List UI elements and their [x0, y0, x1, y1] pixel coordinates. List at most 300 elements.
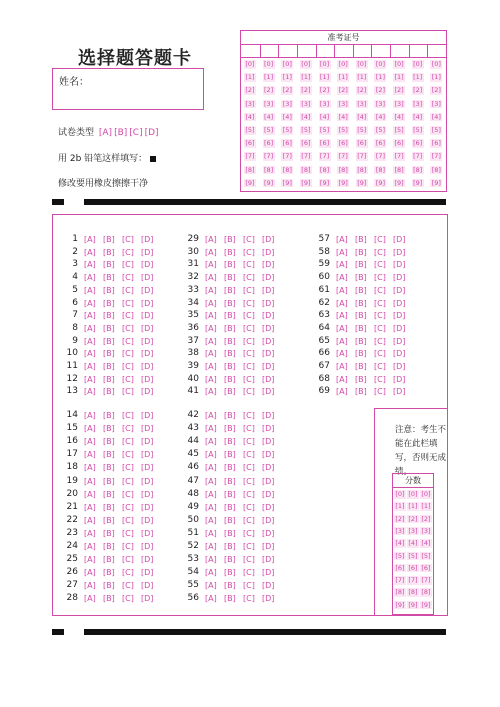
answer-bubble[interactable]: [A] — [205, 260, 217, 270]
exam-id-bubble[interactable]: [5] — [245, 126, 255, 134]
answer-bubble[interactable]: [D] — [141, 273, 154, 283]
score-bubble[interactable]: [3] — [395, 526, 405, 535]
exam-id-bubble[interactable]: [5] — [375, 126, 386, 134]
answer-bubble[interactable]: [A] — [84, 411, 96, 420]
answer-bubble[interactable]: [A] — [205, 387, 217, 397]
answer-bubble[interactable]: [B] — [103, 594, 115, 604]
answer-bubble[interactable]: [C] — [243, 362, 255, 371]
answer-bubble[interactable]: [C] — [374, 298, 386, 308]
answer-bubble[interactable]: [D] — [393, 387, 406, 397]
exam-id-bubble[interactable]: [8] — [394, 165, 404, 174]
answer-bubble[interactable]: [B] — [224, 323, 236, 333]
answer-bubble[interactable]: [D] — [141, 424, 154, 434]
answer-bubble[interactable]: [A] — [84, 336, 96, 346]
answer-bubble[interactable]: [D] — [393, 247, 406, 257]
exam-id-bubble[interactable]: [7] — [413, 152, 423, 161]
exam-id-bubble[interactable]: [1] — [301, 73, 311, 82]
answer-bubble[interactable]: [B] — [355, 311, 367, 321]
answer-bubble[interactable]: [C] — [243, 260, 255, 270]
answer-bubble[interactable]: [B] — [103, 362, 115, 371]
answer-bubble[interactable]: [C] — [122, 502, 134, 512]
answer-bubble[interactable]: [B] — [103, 424, 115, 434]
answer-bubble[interactable]: [D] — [262, 502, 275, 512]
answer-bubble[interactable]: [C] — [243, 411, 255, 420]
answer-bubble[interactable]: [D] — [262, 323, 275, 333]
answer-bubble[interactable]: [D] — [262, 336, 275, 346]
answer-bubble[interactable]: [B] — [355, 260, 367, 270]
answer-bubble[interactable]: [D] — [141, 450, 154, 460]
answer-bubble[interactable]: [A] — [336, 285, 348, 295]
answer-bubble[interactable]: [C] — [122, 424, 134, 434]
answer-bubble[interactable]: [C] — [374, 285, 386, 295]
answer-bubble[interactable]: [C] — [243, 528, 255, 538]
answer-bubble[interactable]: [C] — [243, 555, 255, 565]
score-bubble[interactable]: [5] — [395, 551, 405, 560]
answer-bubble[interactable]: [B] — [224, 542, 236, 551]
answer-bubble[interactable]: [C] — [243, 247, 255, 257]
answer-bubble[interactable]: [A] — [205, 528, 217, 538]
paper-type-C[interactable]: [C] — [129, 128, 143, 138]
answer-bubble[interactable]: [B] — [103, 450, 115, 460]
score-bubble[interactable]: [9] — [395, 600, 405, 609]
answer-bubble[interactable]: [C] — [243, 476, 255, 486]
answer-bubble[interactable]: [B] — [355, 273, 367, 283]
answer-bubble[interactable]: [D] — [141, 235, 154, 244]
exam-id-bubble[interactable]: [4] — [357, 112, 367, 121]
answer-bubble[interactable]: [A] — [84, 489, 96, 499]
exam-id-bubble[interactable]: [9] — [319, 178, 330, 187]
answer-bubble[interactable]: [D] — [393, 273, 406, 283]
score-bubble[interactable]: [7] — [408, 576, 418, 585]
exam-id-bubble[interactable]: [2] — [394, 86, 404, 95]
exam-id-bubble[interactable]: [8] — [338, 165, 348, 174]
answer-bubble[interactable]: [B] — [103, 581, 115, 591]
exam-id-bubble[interactable]: [2] — [413, 86, 423, 95]
exam-id-entry-cell[interactable] — [371, 44, 391, 57]
answer-bubble[interactable]: [D] — [141, 247, 154, 257]
exam-id-bubble[interactable]: [9] — [431, 178, 441, 187]
answer-bubble[interactable]: [B] — [355, 336, 367, 346]
answer-bubble[interactable]: [A] — [84, 424, 96, 434]
answer-bubble[interactable]: [B] — [103, 349, 115, 359]
paper-type-B[interactable]: [B] — [114, 128, 128, 138]
exam-id-bubble[interactable]: [5] — [282, 126, 292, 134]
answer-bubble[interactable]: [A] — [336, 235, 348, 244]
answer-bubble[interactable]: [C] — [122, 260, 134, 270]
answer-bubble[interactable]: [D] — [393, 323, 406, 333]
answer-bubble[interactable]: [A] — [84, 298, 96, 308]
exam-id-bubble[interactable]: [6] — [282, 139, 292, 148]
score-bubble[interactable]: [8] — [408, 588, 418, 597]
answer-bubble[interactable]: [A] — [84, 247, 96, 257]
answer-bubble[interactable]: [B] — [224, 411, 236, 420]
answer-bubble[interactable]: [B] — [103, 463, 115, 473]
answer-bubble[interactable]: [B] — [224, 374, 236, 384]
answer-bubble[interactable]: [B] — [224, 235, 236, 244]
answer-bubble[interactable]: [A] — [336, 247, 348, 257]
answer-bubble[interactable]: [B] — [224, 336, 236, 346]
answer-bubble[interactable]: [B] — [224, 528, 236, 538]
answer-bubble[interactable]: [B] — [224, 581, 236, 591]
score-bubble[interactable]: [1] — [408, 502, 418, 511]
answer-bubble[interactable]: [C] — [243, 437, 255, 447]
exam-id-bubble[interactable]: [4] — [264, 112, 274, 121]
exam-id-bubble[interactable]: [1] — [375, 73, 386, 82]
answer-bubble[interactable]: [C] — [374, 336, 386, 346]
answer-bubble[interactable]: [D] — [141, 489, 154, 499]
exam-id-entry-cell[interactable] — [409, 44, 429, 57]
answer-bubble[interactable]: [B] — [355, 298, 367, 308]
answer-bubble[interactable]: [C] — [243, 594, 255, 604]
answer-bubble[interactable]: [A] — [205, 568, 217, 578]
exam-id-bubble[interactable]: [4] — [338, 112, 348, 121]
answer-bubble[interactable]: [A] — [84, 260, 96, 270]
answer-bubble[interactable]: [B] — [103, 285, 115, 295]
answer-bubble[interactable]: [A] — [336, 260, 348, 270]
score-bubble[interactable]: [2] — [408, 514, 418, 523]
answer-bubble[interactable]: [D] — [262, 568, 275, 578]
answer-bubble[interactable]: [C] — [374, 362, 386, 371]
exam-id-bubble[interactable]: [3] — [394, 99, 404, 108]
answer-bubble[interactable]: [D] — [141, 336, 154, 346]
answer-bubble[interactable]: [D] — [141, 594, 154, 604]
answer-bubble[interactable]: [D] — [141, 285, 154, 295]
exam-id-bubble[interactable]: [9] — [375, 178, 386, 187]
exam-id-bubble[interactable]: [0] — [301, 60, 311, 68]
answer-bubble[interactable]: [A] — [84, 555, 96, 565]
exam-id-bubble[interactable]: [2] — [319, 86, 330, 95]
answer-bubble[interactable]: [A] — [205, 323, 217, 333]
answer-bubble[interactable]: [B] — [224, 273, 236, 283]
answer-bubble[interactable]: [B] — [224, 387, 236, 397]
exam-id-bubble[interactable]: [8] — [319, 165, 330, 174]
answer-bubble[interactable]: [D] — [141, 528, 154, 538]
exam-id-bubble[interactable]: [3] — [282, 99, 292, 108]
answer-bubble[interactable]: [C] — [243, 349, 255, 359]
answer-bubble[interactable]: [A] — [84, 515, 96, 525]
exam-id-bubble[interactable]: [1] — [282, 73, 292, 82]
answer-bubble[interactable]: [D] — [141, 298, 154, 308]
exam-id-bubble[interactable]: [7] — [319, 152, 330, 161]
score-bubble[interactable]: [8] — [421, 588, 431, 597]
answer-bubble[interactable]: [B] — [103, 260, 115, 270]
exam-id-bubble[interactable]: [7] — [357, 152, 367, 161]
answer-bubble[interactable]: [A] — [84, 502, 96, 512]
answer-bubble[interactable]: [D] — [141, 542, 154, 551]
score-bubble[interactable]: [2] — [395, 514, 405, 523]
answer-bubble[interactable]: [B] — [224, 476, 236, 486]
answer-bubble[interactable]: [B] — [103, 555, 115, 565]
exam-id-bubble[interactable]: [7] — [264, 152, 274, 161]
answer-bubble[interactable]: [C] — [122, 542, 134, 551]
exam-id-bubble[interactable]: [8] — [264, 165, 274, 174]
exam-id-entry-cell[interactable] — [353, 44, 373, 57]
exam-id-bubble[interactable]: [5] — [301, 126, 311, 134]
exam-id-bubble[interactable]: [4] — [245, 112, 255, 121]
exam-id-bubble[interactable]: [3] — [319, 99, 330, 108]
answer-bubble[interactable]: [D] — [262, 463, 275, 473]
answer-bubble[interactable]: [D] — [141, 463, 154, 473]
answer-bubble[interactable]: [D] — [262, 362, 275, 371]
answer-bubble[interactable]: [A] — [84, 374, 96, 384]
answer-bubble[interactable]: [D] — [141, 568, 154, 578]
answer-bubble[interactable]: [D] — [393, 298, 406, 308]
exam-id-bubble[interactable]: [5] — [431, 126, 441, 134]
exam-id-bubble[interactable]: [8] — [301, 165, 311, 174]
exam-id-bubble[interactable]: [1] — [264, 73, 274, 82]
answer-bubble[interactable]: [A] — [205, 285, 217, 295]
answer-bubble[interactable]: [D] — [262, 374, 275, 384]
exam-id-bubble[interactable]: [6] — [264, 139, 274, 148]
answer-bubble[interactable]: [B] — [103, 323, 115, 333]
answer-bubble[interactable]: [C] — [243, 450, 255, 460]
answer-bubble[interactable]: [B] — [355, 285, 367, 295]
exam-id-entry-cell[interactable] — [427, 44, 447, 57]
answer-bubble[interactable]: [A] — [84, 542, 96, 551]
answer-bubble[interactable]: [D] — [393, 362, 406, 371]
answer-bubble[interactable]: [B] — [103, 374, 115, 384]
answer-bubble[interactable]: [D] — [393, 260, 406, 270]
answer-bubble[interactable]: [C] — [243, 285, 255, 295]
answer-bubble[interactable]: [B] — [224, 489, 236, 499]
answer-bubble[interactable]: [C] — [122, 555, 134, 565]
answer-bubble[interactable]: [B] — [355, 362, 367, 371]
score-bubble[interactable]: [6] — [395, 563, 405, 572]
answer-bubble[interactable]: [B] — [224, 260, 236, 270]
exam-id-bubble[interactable]: [4] — [375, 112, 386, 121]
score-bubble[interactable]: [0] — [395, 490, 405, 498]
exam-id-entry-cell[interactable] — [390, 44, 410, 57]
answer-bubble[interactable]: [C] — [122, 374, 134, 384]
exam-id-bubble[interactable]: [7] — [301, 152, 311, 161]
answer-bubble[interactable]: [C] — [122, 450, 134, 460]
answer-bubble[interactable]: [B] — [224, 594, 236, 604]
exam-id-bubble[interactable]: [6] — [357, 139, 367, 148]
score-bubble[interactable]: [5] — [408, 551, 418, 560]
answer-bubble[interactable]: [A] — [84, 311, 96, 321]
score-bubble[interactable]: [1] — [421, 502, 431, 511]
answer-bubble[interactable]: [B] — [103, 476, 115, 486]
answer-bubble[interactable]: [A] — [205, 502, 217, 512]
exam-id-bubble[interactable]: [8] — [245, 165, 255, 174]
answer-bubble[interactable]: [D] — [262, 515, 275, 525]
answer-bubble[interactable]: [D] — [262, 247, 275, 257]
exam-id-entry-cell[interactable] — [334, 44, 354, 57]
answer-bubble[interactable]: [D] — [262, 581, 275, 591]
answer-bubble[interactable]: [D] — [262, 260, 275, 270]
exam-id-bubble[interactable]: [6] — [394, 139, 404, 148]
answer-bubble[interactable]: [C] — [243, 502, 255, 512]
answer-bubble[interactable]: [A] — [84, 437, 96, 447]
exam-id-bubble[interactable]: [9] — [301, 178, 311, 187]
answer-bubble[interactable]: [C] — [374, 349, 386, 359]
score-bubble[interactable]: [6] — [421, 563, 431, 572]
exam-id-bubble[interactable]: [0] — [357, 60, 367, 68]
answer-bubble[interactable]: [D] — [141, 581, 154, 591]
answer-bubble[interactable]: [C] — [122, 594, 134, 604]
answer-bubble[interactable]: [C] — [122, 568, 134, 578]
answer-bubble[interactable]: [B] — [103, 298, 115, 308]
answer-bubble[interactable]: [D] — [262, 311, 275, 321]
exam-id-bubble[interactable]: [7] — [431, 152, 441, 161]
exam-id-bubble[interactable]: [0] — [431, 60, 441, 68]
answer-bubble[interactable]: [A] — [205, 581, 217, 591]
answer-bubble[interactable]: [C] — [374, 273, 386, 283]
answer-bubble[interactable]: [D] — [262, 424, 275, 434]
answer-bubble[interactable]: [A] — [84, 362, 96, 371]
exam-id-bubble[interactable]: [4] — [282, 112, 292, 121]
exam-id-bubble[interactable]: [4] — [394, 112, 404, 121]
answer-bubble[interactable]: [A] — [84, 349, 96, 359]
answer-bubble[interactable]: [D] — [141, 515, 154, 525]
answer-bubble[interactable]: [C] — [122, 273, 134, 283]
answer-bubble[interactable]: [B] — [103, 568, 115, 578]
score-bubble[interactable]: [0] — [421, 490, 431, 498]
answer-bubble[interactable]: [A] — [84, 273, 96, 283]
answer-bubble[interactable]: [B] — [224, 555, 236, 565]
answer-bubble[interactable]: [C] — [122, 298, 134, 308]
answer-bubble[interactable]: [A] — [205, 555, 217, 565]
paper-type-A[interactable]: [A] — [98, 128, 113, 138]
score-bubble[interactable]: [6] — [408, 563, 418, 572]
answer-bubble[interactable]: [D] — [262, 235, 275, 244]
answer-bubble[interactable]: [D] — [141, 387, 154, 397]
answer-bubble[interactable]: [D] — [262, 528, 275, 538]
answer-bubble[interactable]: [B] — [355, 374, 367, 384]
answer-bubble[interactable]: [A] — [336, 273, 348, 283]
exam-id-bubble[interactable]: [1] — [245, 73, 255, 82]
exam-id-bubble[interactable]: [5] — [413, 126, 423, 134]
answer-bubble[interactable]: [B] — [103, 515, 115, 525]
exam-id-bubble[interactable]: [2] — [264, 86, 274, 95]
answer-bubble[interactable]: [C] — [122, 411, 134, 420]
answer-bubble[interactable]: [A] — [205, 476, 217, 486]
answer-bubble[interactable]: [A] — [205, 336, 217, 346]
exam-id-bubble[interactable]: [5] — [394, 126, 404, 134]
answer-bubble[interactable]: [D] — [141, 437, 154, 447]
score-bubble[interactable]: [3] — [421, 526, 431, 535]
answer-bubble[interactable]: [D] — [141, 311, 154, 321]
exam-id-bubble[interactable]: [2] — [301, 86, 311, 95]
exam-id-bubble[interactable]: [1] — [394, 73, 404, 82]
answer-bubble[interactable]: [A] — [205, 311, 217, 321]
answer-bubble[interactable]: [D] — [393, 285, 406, 295]
answer-bubble[interactable]: [C] — [243, 463, 255, 473]
answer-bubble[interactable]: [A] — [84, 594, 96, 604]
answer-bubble[interactable]: [D] — [393, 349, 406, 359]
answer-bubble[interactable]: [C] — [374, 323, 386, 333]
answer-bubble[interactable]: [B] — [103, 489, 115, 499]
answer-bubble[interactable]: [C] — [243, 298, 255, 308]
exam-id-bubble[interactable]: [5] — [264, 126, 274, 134]
answer-bubble[interactable]: [C] — [122, 489, 134, 499]
exam-id-bubble[interactable]: [9] — [338, 178, 348, 187]
exam-id-bubble[interactable]: [3] — [301, 99, 311, 108]
answer-bubble[interactable]: [B] — [103, 387, 115, 397]
answer-bubble[interactable]: [C] — [122, 437, 134, 447]
answer-bubble[interactable]: [B] — [103, 411, 115, 420]
answer-bubble[interactable]: [C] — [243, 323, 255, 333]
answer-bubble[interactable]: [C] — [122, 323, 134, 333]
answer-bubble[interactable]: [C] — [374, 311, 386, 321]
answer-bubble[interactable]: [C] — [122, 285, 134, 295]
score-bubble[interactable]: [0] — [408, 490, 418, 498]
answer-bubble[interactable]: [C] — [122, 336, 134, 346]
answer-bubble[interactable]: [C] — [243, 336, 255, 346]
answer-bubble[interactable]: [C] — [122, 528, 134, 538]
answer-bubble[interactable]: [A] — [336, 349, 348, 359]
answer-bubble[interactable]: [A] — [205, 424, 217, 434]
answer-bubble[interactable]: [B] — [224, 424, 236, 434]
exam-id-bubble[interactable]: [4] — [319, 112, 330, 121]
exam-id-bubble[interactable]: [0] — [338, 60, 348, 68]
score-bubble[interactable]: [2] — [421, 514, 431, 523]
exam-id-bubble[interactable]: [6] — [245, 139, 255, 148]
answer-bubble[interactable]: [D] — [262, 285, 275, 295]
answer-bubble[interactable]: [A] — [205, 298, 217, 308]
answer-bubble[interactable]: [A] — [84, 450, 96, 460]
answer-bubble[interactable]: [B] — [224, 311, 236, 321]
answer-bubble[interactable]: [C] — [243, 568, 255, 578]
answer-bubble[interactable]: [C] — [243, 542, 255, 551]
exam-id-bubble[interactable]: [7] — [338, 152, 348, 161]
score-bubble[interactable]: [7] — [421, 576, 431, 585]
answer-bubble[interactable]: [C] — [122, 476, 134, 486]
answer-bubble[interactable]: [D] — [393, 311, 406, 321]
exam-id-bubble[interactable]: [5] — [338, 126, 348, 134]
answer-bubble[interactable]: [B] — [103, 502, 115, 512]
answer-bubble[interactable]: [B] — [224, 568, 236, 578]
answer-bubble[interactable]: [A] — [205, 273, 217, 283]
answer-bubble[interactable]: [B] — [224, 362, 236, 371]
answer-bubble[interactable]: [A] — [205, 362, 217, 371]
answer-bubble[interactable]: [A] — [84, 235, 96, 244]
answer-bubble[interactable]: [A] — [205, 374, 217, 384]
exam-id-bubble[interactable]: [0] — [319, 60, 330, 68]
answer-bubble[interactable]: [A] — [205, 542, 217, 551]
answer-bubble[interactable]: [A] — [336, 311, 348, 321]
exam-id-bubble[interactable]: [3] — [245, 99, 255, 108]
answer-bubble[interactable]: [D] — [141, 362, 154, 371]
answer-bubble[interactable]: [D] — [141, 260, 154, 270]
score-bubble[interactable]: [9] — [408, 600, 418, 609]
exam-id-bubble[interactable]: [9] — [282, 178, 292, 187]
exam-id-bubble[interactable]: [7] — [394, 152, 404, 161]
answer-bubble[interactable]: [B] — [224, 349, 236, 359]
answer-bubble[interactable]: [C] — [122, 349, 134, 359]
answer-bubble[interactable]: [B] — [355, 235, 367, 244]
score-bubble[interactable]: [7] — [395, 576, 405, 585]
answer-bubble[interactable]: [D] — [262, 349, 275, 359]
answer-bubble[interactable]: [C] — [243, 515, 255, 525]
exam-id-bubble[interactable]: [1] — [338, 73, 348, 82]
answer-bubble[interactable]: [C] — [243, 311, 255, 321]
answer-bubble[interactable]: [D] — [141, 323, 154, 333]
exam-id-bubble[interactable]: [9] — [413, 178, 423, 187]
exam-id-bubble[interactable]: [6] — [413, 139, 423, 148]
answer-bubble[interactable]: [C] — [122, 387, 134, 397]
answer-bubble[interactable]: [D] — [262, 542, 275, 551]
exam-id-bubble[interactable]: [8] — [431, 165, 441, 174]
answer-bubble[interactable]: [D] — [262, 273, 275, 283]
name-field[interactable] — [52, 68, 204, 110]
exam-id-bubble[interactable]: [3] — [413, 99, 423, 108]
answer-bubble[interactable]: [A] — [205, 247, 217, 257]
answer-bubble[interactable]: [B] — [103, 542, 115, 551]
answer-bubble[interactable]: [A] — [84, 285, 96, 295]
answer-bubble[interactable]: [A] — [84, 568, 96, 578]
exam-id-bubble[interactable]: [1] — [413, 73, 423, 82]
